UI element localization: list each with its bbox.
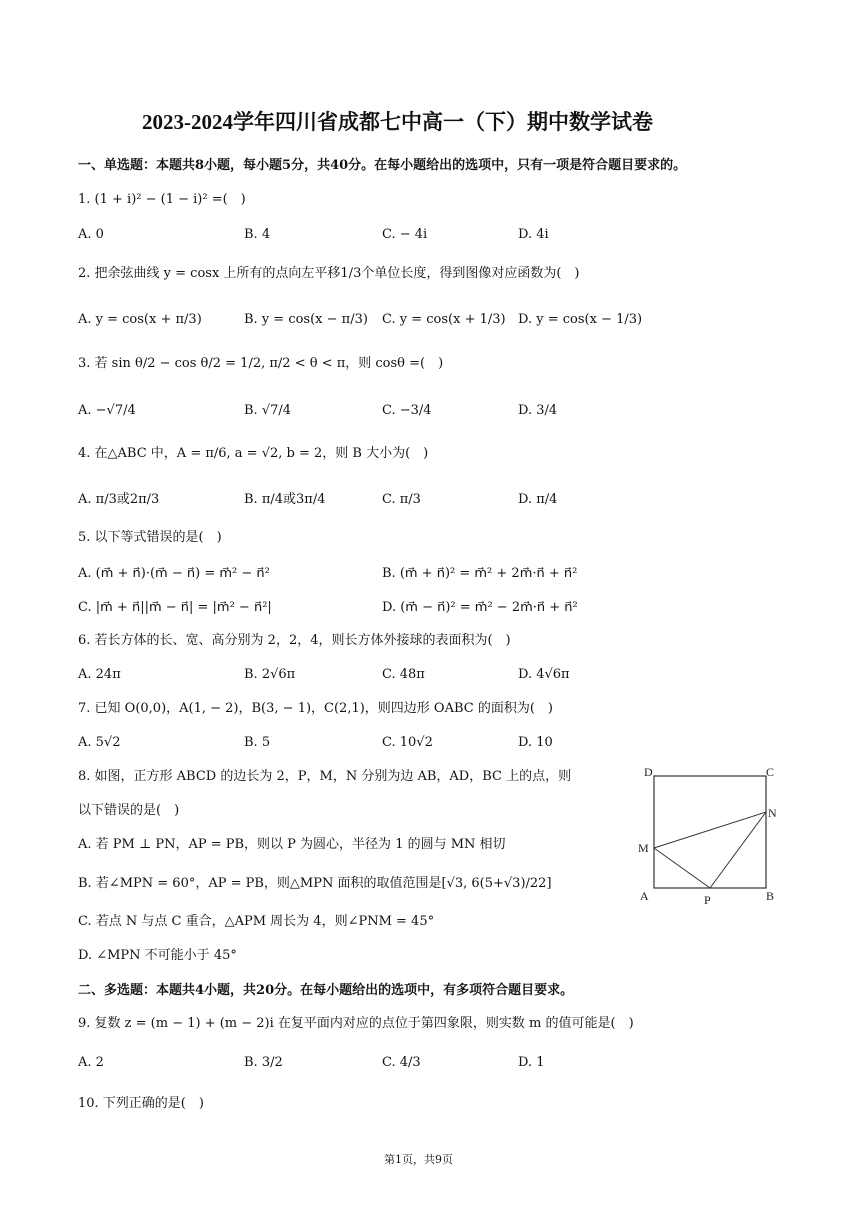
q4-option-b: B. π/4或3π/4 (244, 492, 326, 507)
question-8-stem-line2: 以下错误的是( ) (78, 803, 180, 818)
q9-option-b: B. 3/2 (244, 1055, 283, 1070)
question-3-stem: 3. 若 sin θ/2 − cos θ/2 = 1/2, π/2 < θ < π，则 cosθ =( ) (78, 356, 444, 371)
q3-option-d: D. 3/4 (518, 403, 558, 418)
question-4-stem: 4. 在△ABC 中，A = π/6, a = √2, b = 2，则 B 大小为( ) (78, 446, 429, 461)
question-5-stem: 5. 以下等式错误的是( ) (78, 530, 222, 545)
question-8-stem-line1: 8. 如图，正方形 ABCD 的边长为 2，P，M，N 分别为边 AB，AD，BC 上的点，则 (78, 769, 572, 784)
question-1-stem: 1. (1 + i)² − (1 − i)² =( ) (78, 192, 246, 207)
q3-option-a: A. −√7/4 (78, 403, 136, 418)
label-p: P (704, 893, 711, 907)
label-d: D (644, 765, 653, 779)
q4-option-a: A. π/3或2π/3 (78, 492, 160, 507)
q6-option-c: C. 48π (382, 667, 425, 682)
square-abcd-figure (634, 762, 784, 910)
q6-option-d: D. 4√6π (518, 667, 570, 682)
q8-option-d: D. ∠MPN 不可能小于 45° (78, 948, 237, 963)
label-b: B (766, 889, 775, 903)
q5-option-a: A. (m⃗ + n⃗)·(m⃗ − n⃗) = m⃗² − n⃗² (78, 566, 270, 581)
q2-option-c: C. y = cos(x + 1/3) (382, 312, 506, 327)
q1-option-c: C. − 4i (382, 227, 428, 242)
label-m: M (638, 841, 649, 855)
section-heading-single-choice: 一、单选题：本题共8小题，每小题5分，共40分。在每小题给出的选项中，只有一项是符合题目要求的。 (78, 158, 687, 173)
q2-option-d: D. y = cos(x − 1/3) (518, 312, 643, 327)
q6-option-a: A. 24π (78, 667, 121, 682)
q8-option-a: A. 若 PM ⊥ PN，AP = PB，则以 P 为圆心，半径为 1 的圆与 MN 相切 (78, 837, 506, 852)
q9-option-a: A. 2 (78, 1055, 104, 1070)
q5-option-b: B. (m⃗ + n⃗)² = m⃗² + 2m⃗·n⃗ + n⃗² (382, 566, 578, 581)
q5-option-c: C. |m⃗ + n⃗||m⃗ − n⃗| = |m⃗² − n⃗²| (78, 600, 272, 615)
segment-pn (710, 812, 766, 888)
question-7-stem: 7. 已知 O(0,0)，A(1, − 2)，B(3, − 1)，C(2,1)，则四边形 OABC 的面积为( ) (78, 701, 553, 716)
q2-option-a: A. y = cos(x + π/3) (78, 312, 202, 327)
q1-option-d: D. 4i (518, 227, 549, 242)
q3-option-b: B. √7/4 (244, 403, 292, 418)
question-2-stem: 2. 把余弦曲线 y = cosx 上所有的点向左平移1/3个单位长度，得到图像对应函数为( ) (78, 266, 580, 281)
q6-option-b: B. 2√6π (244, 667, 296, 682)
question-6-stem: 6. 若长方体的长、宽、高分别为 2，2，4，则长方体外接球的表面积为( ) (78, 633, 511, 648)
page-title: 2023-2024学年四川省成都七中高一（下）期中数学试卷 (142, 110, 653, 134)
q7-option-c: C. 10√2 (382, 735, 433, 750)
question-9-stem: 9. 复数 z = (m − 1) + (m − 2)i 在复平面内对应的点位于第四象限，则实数 m 的值可能是( ) (78, 1016, 634, 1031)
q2-option-b: B. y = cos(x − π/3) (244, 312, 368, 327)
q8-option-b: B. 若∠MPN = 60°，AP = PB，则△MPN 面积的取值范围是[√3, 6(5+√3)/22] (78, 876, 552, 891)
square-outline (654, 776, 766, 888)
q4-option-c: C. π/3 (382, 492, 421, 507)
question-10-stem: 10. 下列正确的是( ) (78, 1096, 204, 1111)
segment-mp (654, 848, 710, 888)
label-a: A (640, 889, 649, 903)
q4-option-d: D. π/4 (518, 492, 558, 507)
q7-option-a: A. 5√2 (78, 735, 121, 750)
q1-option-a: A. 0 (78, 227, 104, 242)
segment-mn (654, 812, 766, 848)
label-n: N (768, 806, 777, 820)
q8-option-c: C. 若点 N 与点 C 重合，△APM 周长为 4，则∠PNM = 45° (78, 914, 435, 929)
q9-option-c: C. 4/3 (382, 1055, 421, 1070)
q1-option-b: B. 4 (244, 227, 271, 242)
page-footer: 第1页，共9页 (384, 1153, 453, 1166)
q5-option-d: D. (m⃗ − n⃗)² = m⃗² − 2m⃗·n⃗ + n⃗² (382, 600, 578, 615)
q9-option-d: D. 1 (518, 1055, 545, 1070)
section-heading-multi-choice: 二、多选题：本题共4小题，共20分。在每小题给出的选项中，有多项符合题目要求。 (78, 983, 574, 998)
q7-option-d: D. 10 (518, 735, 553, 750)
q7-option-b: B. 5 (244, 735, 271, 750)
q3-option-c: C. −3/4 (382, 403, 432, 418)
label-c: C (766, 765, 775, 779)
